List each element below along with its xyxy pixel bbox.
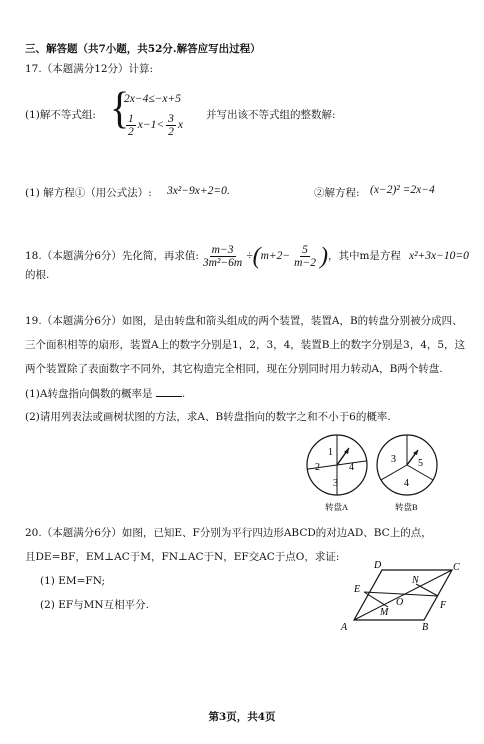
page-footer: 第3页，共4页: [208, 711, 276, 723]
paren-open: (: [252, 243, 261, 270]
divide-sign: ÷: [246, 250, 253, 262]
ineq-mid: x−1<: [137, 119, 165, 131]
section-title: 三、解答题（共7小题，共52分.解答应写出过程）: [25, 43, 261, 55]
q17-equation-2: (x−2)² =2x−4: [370, 184, 435, 196]
label-d: D: [374, 560, 382, 571]
eq1-end: .: [226, 185, 230, 197]
frac-den: 3m²−6m: [202, 256, 243, 269]
q18-tail: ，其中m是方程: [327, 250, 401, 263]
label-b: B: [422, 622, 429, 633]
paren-inner: m+2−: [260, 250, 291, 262]
label-m: M: [380, 607, 389, 618]
sub1-text: (1)A转盘指向偶数的概率是: [25, 388, 153, 400]
q17-part2-label: (1) 解方程①（用公式法）:: [25, 187, 152, 199]
system-brace: {: [110, 82, 130, 133]
label-a: A: [341, 622, 348, 633]
q17-inequality-2: [124, 112, 183, 138]
spinner-a-num-2: 2: [315, 462, 320, 473]
sub1-end: .: [181, 388, 186, 400]
frac-num: m−3: [211, 243, 234, 256]
spinner-b-caption: 转盘B: [395, 502, 418, 512]
q18-equation: x²+3x−10=0: [409, 250, 469, 262]
spinner-b-num-3: 3: [391, 454, 396, 465]
label-n: N: [412, 575, 419, 586]
label-o: O: [396, 597, 404, 608]
frac-den: 2: [168, 125, 174, 138]
q20-line2: 且DE=BF，EM⊥AC于M，FN⊥AC于N，EF交AC于点O，求证:: [25, 551, 340, 563]
spinner-a: [307, 435, 367, 512]
q17-part1-label: (1)解不等式组:: [25, 109, 96, 121]
q20-proof1: (1) EM=FN;: [40, 575, 106, 587]
frac-num: 5: [302, 243, 308, 256]
q17-part1-tail: 并写出该不等式组的整数解:: [206, 109, 336, 121]
q17-inequality-1: 2x−4≤−x+5: [124, 93, 182, 105]
ineq-end: x: [177, 119, 183, 131]
spinner-a-num-4: 4: [349, 462, 354, 473]
q19-sub2: (2)请用列表法或画树状图的方法，求A、B转盘指向的数字之和不小于6的概率.: [25, 411, 391, 423]
frac-num: 1: [128, 112, 134, 125]
answer-blank: [156, 386, 182, 397]
label-f: F: [440, 600, 447, 611]
frac-den: m−2: [294, 256, 316, 269]
frac-den: 2: [128, 125, 134, 138]
q17-header: 17.（本题满分12分）计算:: [25, 63, 154, 75]
spinner-b: [377, 435, 437, 512]
q18-header: 18.（本题满分6分）先化简，再求值:: [25, 250, 199, 263]
q18-line1: [25, 241, 401, 271]
frac-num: 3: [168, 112, 174, 125]
spinner-a-caption: 转盘A: [325, 502, 349, 512]
q20-line1: 20.（本题满分6分）如图，已知E、F分别为平行四边形ABCD的对边AD、BC上的点，: [25, 527, 432, 539]
q18-line2: 的根.: [25, 269, 50, 281]
q17-equation-1: [167, 184, 230, 198]
q19-sub1: [25, 386, 185, 401]
q17-part3-label: ②解方程:: [314, 187, 360, 199]
q19-line2: 三个面积相等的扇形，装置A上的数字分别是1，2，3，4，装置B上的数字分别是3，4，5，这: [25, 339, 466, 351]
parallelogram-figure: [338, 558, 468, 636]
spinner-b-num-4: 4: [404, 478, 409, 489]
label-e: E: [354, 584, 361, 595]
q20-proof2: (2) EF与MN互相平分.: [40, 599, 149, 611]
spinner-a-num-1: 1: [328, 447, 333, 458]
label-c: C: [453, 562, 460, 573]
spinner-a-num-3: 3: [333, 478, 338, 489]
q19-line1: 19.（本题满分6分）如图，是由转盘和箭头组成的两个装置，装置A，B的转盘分别被分成四、: [25, 315, 463, 327]
eq1-text: 3x²−9x+2=0: [167, 185, 227, 197]
spinners-figure: [300, 428, 450, 514]
q19-line3: 两个装置除了表面数字不同外，其它构造完全相同，现在分别同时用力转动A，B两个转盘.: [25, 363, 443, 375]
paren-close: ): [319, 243, 328, 270]
spinner-b-num-5: 5: [418, 458, 423, 469]
